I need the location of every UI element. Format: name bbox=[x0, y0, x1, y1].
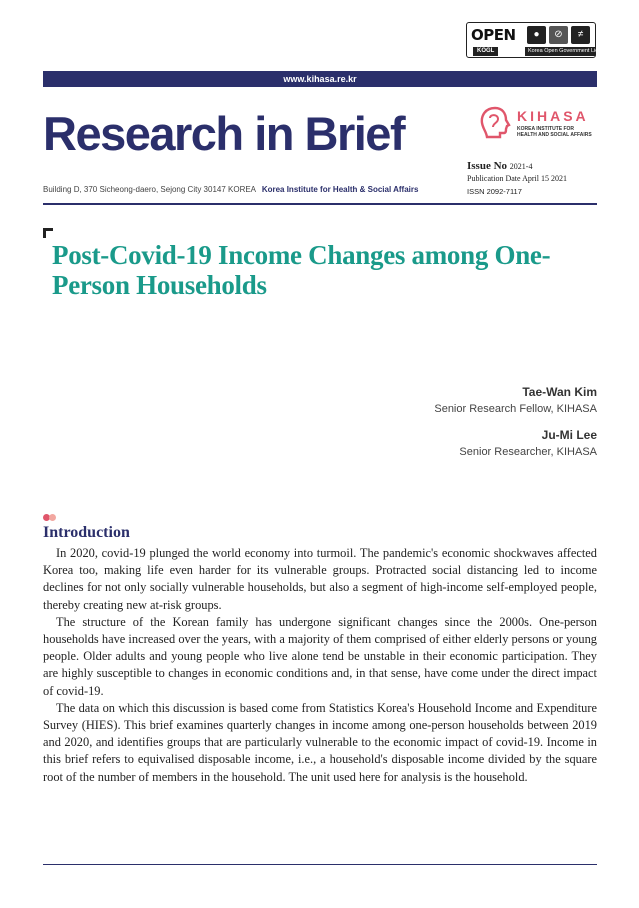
kihasa-logo bbox=[476, 104, 600, 144]
author-name: Tae-Wan Kim bbox=[522, 385, 597, 399]
article-body bbox=[43, 545, 597, 786]
paragraph: The structure of the Korean family has undergone significant changes since the 2000s. One-person households have increased over the years, with a majority of them comprised of either elderly persons or young people. Older adults and young people who live alone tend be unstable in their economic participation. They are highly susceptible to changes in economic conditions and, in that sense, have come under the direct impact of covid-19. bbox=[43, 614, 597, 698]
author-block bbox=[434, 385, 597, 416]
license-kogl-text: KOGL bbox=[473, 47, 498, 56]
license-subtitle: Korea Open Government License bbox=[525, 47, 595, 56]
institute-name: Korea Institute for Health & Social Affairs bbox=[261, 185, 419, 194]
attribution-icon: ● bbox=[527, 26, 546, 44]
issue-number bbox=[467, 160, 532, 173]
author-name: Ju-Mi Lee bbox=[541, 428, 597, 442]
address-line bbox=[43, 185, 418, 194]
footer-divider bbox=[43, 864, 597, 865]
paragraph: The data on which this discussion is based come from Statistics Korea's Household Income and Expenditure Survey (HIES). This brief examines quarterly changes in income among one-person households between 2019 and 2020, and identifies groups that are particularly vulnerable to the economic impact of covid-19. Income in this brief refers to equivalised disposable income, i.e., a household's disposable income divided by the square root of the number of members in the household. The unit used here for analysis is the household. bbox=[43, 700, 597, 784]
logo-line-2: HEALTH AND SOCIAL AFFAIRS bbox=[517, 132, 592, 138]
paragraph: In 2020, covid-19 plunged the world economy into turmoil. The pandemic's economic shockwaves affected Korea too, making life even harder for its vulnerable groups. Protracted social distancing led to income declines for not only socially vulnerable households, but also a segment of high-income self-employed people, thereby creating new at-risk groups. bbox=[43, 546, 597, 612]
publication-date: Publication Date April 15 2021 bbox=[467, 174, 567, 183]
issue-value: 2021-4 bbox=[509, 162, 533, 171]
issn: ISSN 2092-7117 bbox=[467, 187, 522, 196]
license-open-text: OPEN bbox=[471, 26, 516, 44]
authors bbox=[434, 385, 597, 459]
logo-line-1: KOREA INSTITUTE FOR bbox=[517, 126, 575, 132]
author-block bbox=[434, 428, 597, 459]
website-bar: www.kihasa.re.kr bbox=[43, 71, 597, 87]
issue-label: Issue No bbox=[467, 160, 508, 172]
logo-full-name bbox=[517, 126, 597, 138]
noncommercial-icon: ⊘ bbox=[549, 26, 568, 44]
section-heading: Introduction bbox=[43, 524, 130, 541]
license-glyphs bbox=[527, 26, 590, 44]
publication-title: Research in Brief bbox=[43, 107, 405, 160]
author-role: Senior Research Fellow, KIHASA bbox=[434, 403, 597, 415]
logo-name: KIHASA bbox=[517, 108, 589, 124]
noderivatives-icon: ≠ bbox=[571, 26, 590, 44]
author-role: Senior Researcher, KIHASA bbox=[459, 446, 597, 458]
open-license-badge bbox=[466, 22, 610, 58]
kihasa-head-icon bbox=[476, 104, 514, 142]
corner-mark bbox=[43, 228, 53, 238]
dot-light bbox=[49, 514, 56, 521]
header-divider bbox=[43, 203, 597, 205]
address-text: Building D, 370 Sicheong-daero, Sejong City 30147 KOREA bbox=[43, 185, 256, 194]
article-title: Post-Covid-19 Income Changes among One-Person Households bbox=[52, 240, 551, 300]
